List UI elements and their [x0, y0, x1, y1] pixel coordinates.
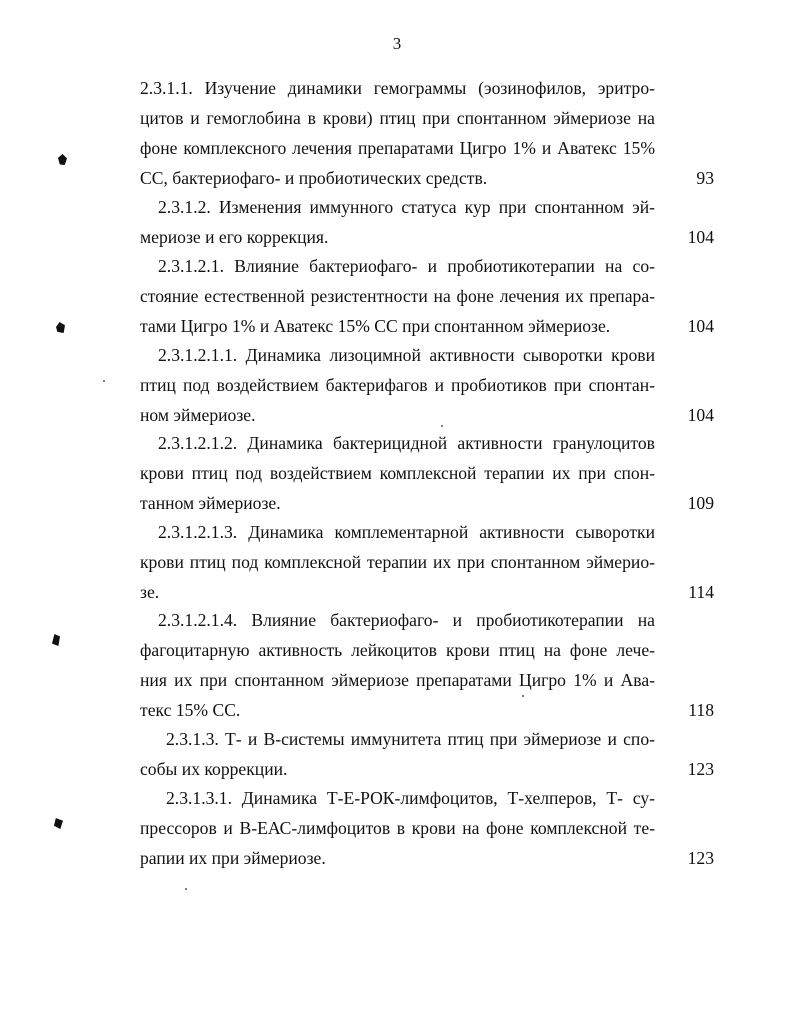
toc-entry-page: 104	[687, 405, 714, 425]
toc-entry-line: мериозе и его коррекция.	[140, 227, 329, 247]
toc-entry-page: 104	[687, 227, 714, 247]
toc-entry-page: 118	[688, 700, 714, 720]
toc-entry-line: танном эймериозе.	[140, 493, 281, 513]
toc-entry-line: стояние естественной резистентности на фоне лечения их препара-	[140, 286, 655, 306]
toc-entry-line: текс 15% СС.	[140, 700, 241, 720]
scan-speck	[185, 888, 187, 890]
scan-mark-icon	[52, 634, 60, 646]
scan-mark-icon	[58, 154, 67, 165]
scan-mark-icon	[54, 818, 63, 829]
toc-entry	[140, 73, 655, 193]
toc-entry-line: 2.3.1.2. Изменения иммунного статуса кур при спонтанном эй-	[158, 197, 655, 217]
toc-entry-page: 104	[687, 316, 714, 336]
toc-entry	[140, 340, 655, 430]
toc-entry-line: тами Цигро 1% и Аватекс 15% СС при спонтанном эймериозе.	[140, 316, 611, 336]
toc-entry-line: ния их при спонтанном эймериозе препаратами Цигро 1% и Ава-	[140, 670, 655, 690]
toc-entry-line: зе.	[140, 582, 160, 602]
toc-entry-line: цитов и гемоглобина в крови) птиц при спонтанном эймериозе на	[140, 108, 655, 128]
toc-entry-line: 2.3.1.2.1. Влияние бактериофаго- и пробиотикотерапии на со-	[158, 256, 655, 276]
scan-speck	[441, 425, 443, 427]
scan-mark-icon	[56, 322, 65, 333]
toc-entry-line: фагоцитарную активность лейкоцитов крови птиц на фоне лече-	[140, 640, 655, 660]
toc-entry-page: 114	[688, 582, 714, 602]
toc-entry	[140, 605, 655, 725]
toc-entry-line: ном эймериозе.	[140, 405, 256, 425]
toc-entry-line: 2.3.1.2.1.1. Динамика лизоцимной активности сыворотки крови	[158, 345, 655, 365]
toc-entry-page: 93	[696, 168, 714, 188]
toc-entry	[140, 192, 655, 252]
toc-entry-line: 2.3.1.2.1.2. Динамика бактерицидной активности гранулоцитов	[158, 433, 655, 453]
toc-entry-line: собы их коррекции.	[140, 759, 288, 779]
toc-entry	[140, 517, 655, 607]
toc-entry-line: фоне комплексного лечения препаратами Цигро 1% и Аватекс 15%	[140, 138, 655, 158]
toc-entry-line: СС, бактериофаго- и пробиотических средств.	[140, 168, 488, 188]
page-number: 3	[392, 34, 402, 53]
toc-entry	[140, 783, 655, 873]
toc-entry-line: рапии их при эймериозе.	[140, 848, 326, 868]
toc-entry	[140, 724, 655, 784]
toc-entry-page: 123	[687, 848, 714, 868]
toc-entry-line: птиц под воздействием бактерифагов и пробиотиков при спонтан-	[140, 375, 655, 395]
scan-speck	[103, 380, 105, 382]
toc-entry-line: 2.3.1.3.1. Динамика Т-Е-РОК-лимфоцитов, Т-хелперов, Т- су-	[166, 788, 655, 808]
toc-entry	[140, 251, 655, 341]
toc-entry-line: 2.3.1.2.1.4. Влияние бактериофаго- и пробиотикотерапии на	[158, 610, 655, 630]
toc-entry-line: крови птиц под комплексной терапии их при спонтанном эймерио-	[140, 552, 655, 572]
toc-entry	[140, 428, 655, 518]
toc-entry-line: 2.3.1.1. Изучение динамики гемограммы (эозинофилов, эритро-	[140, 78, 655, 98]
toc-entry-line: 2.3.1.3. Т- и В-системы иммунитета птиц при эймериозе и спо-	[166, 729, 655, 749]
toc-entry-page: 123	[687, 759, 714, 779]
toc-entry-line: 2.3.1.2.1.3. Динамика комплементарной активности сыворотки	[158, 522, 655, 542]
scan-speck	[522, 695, 524, 697]
toc-entry-page: 109	[687, 493, 714, 513]
toc-entry-line: крови птиц под воздействием комплексной терапии их при спон-	[140, 463, 655, 483]
toc-entry-line: прессоров и В-ЕАС-лимфоцитов в крови на фоне комплексной те-	[140, 818, 655, 838]
